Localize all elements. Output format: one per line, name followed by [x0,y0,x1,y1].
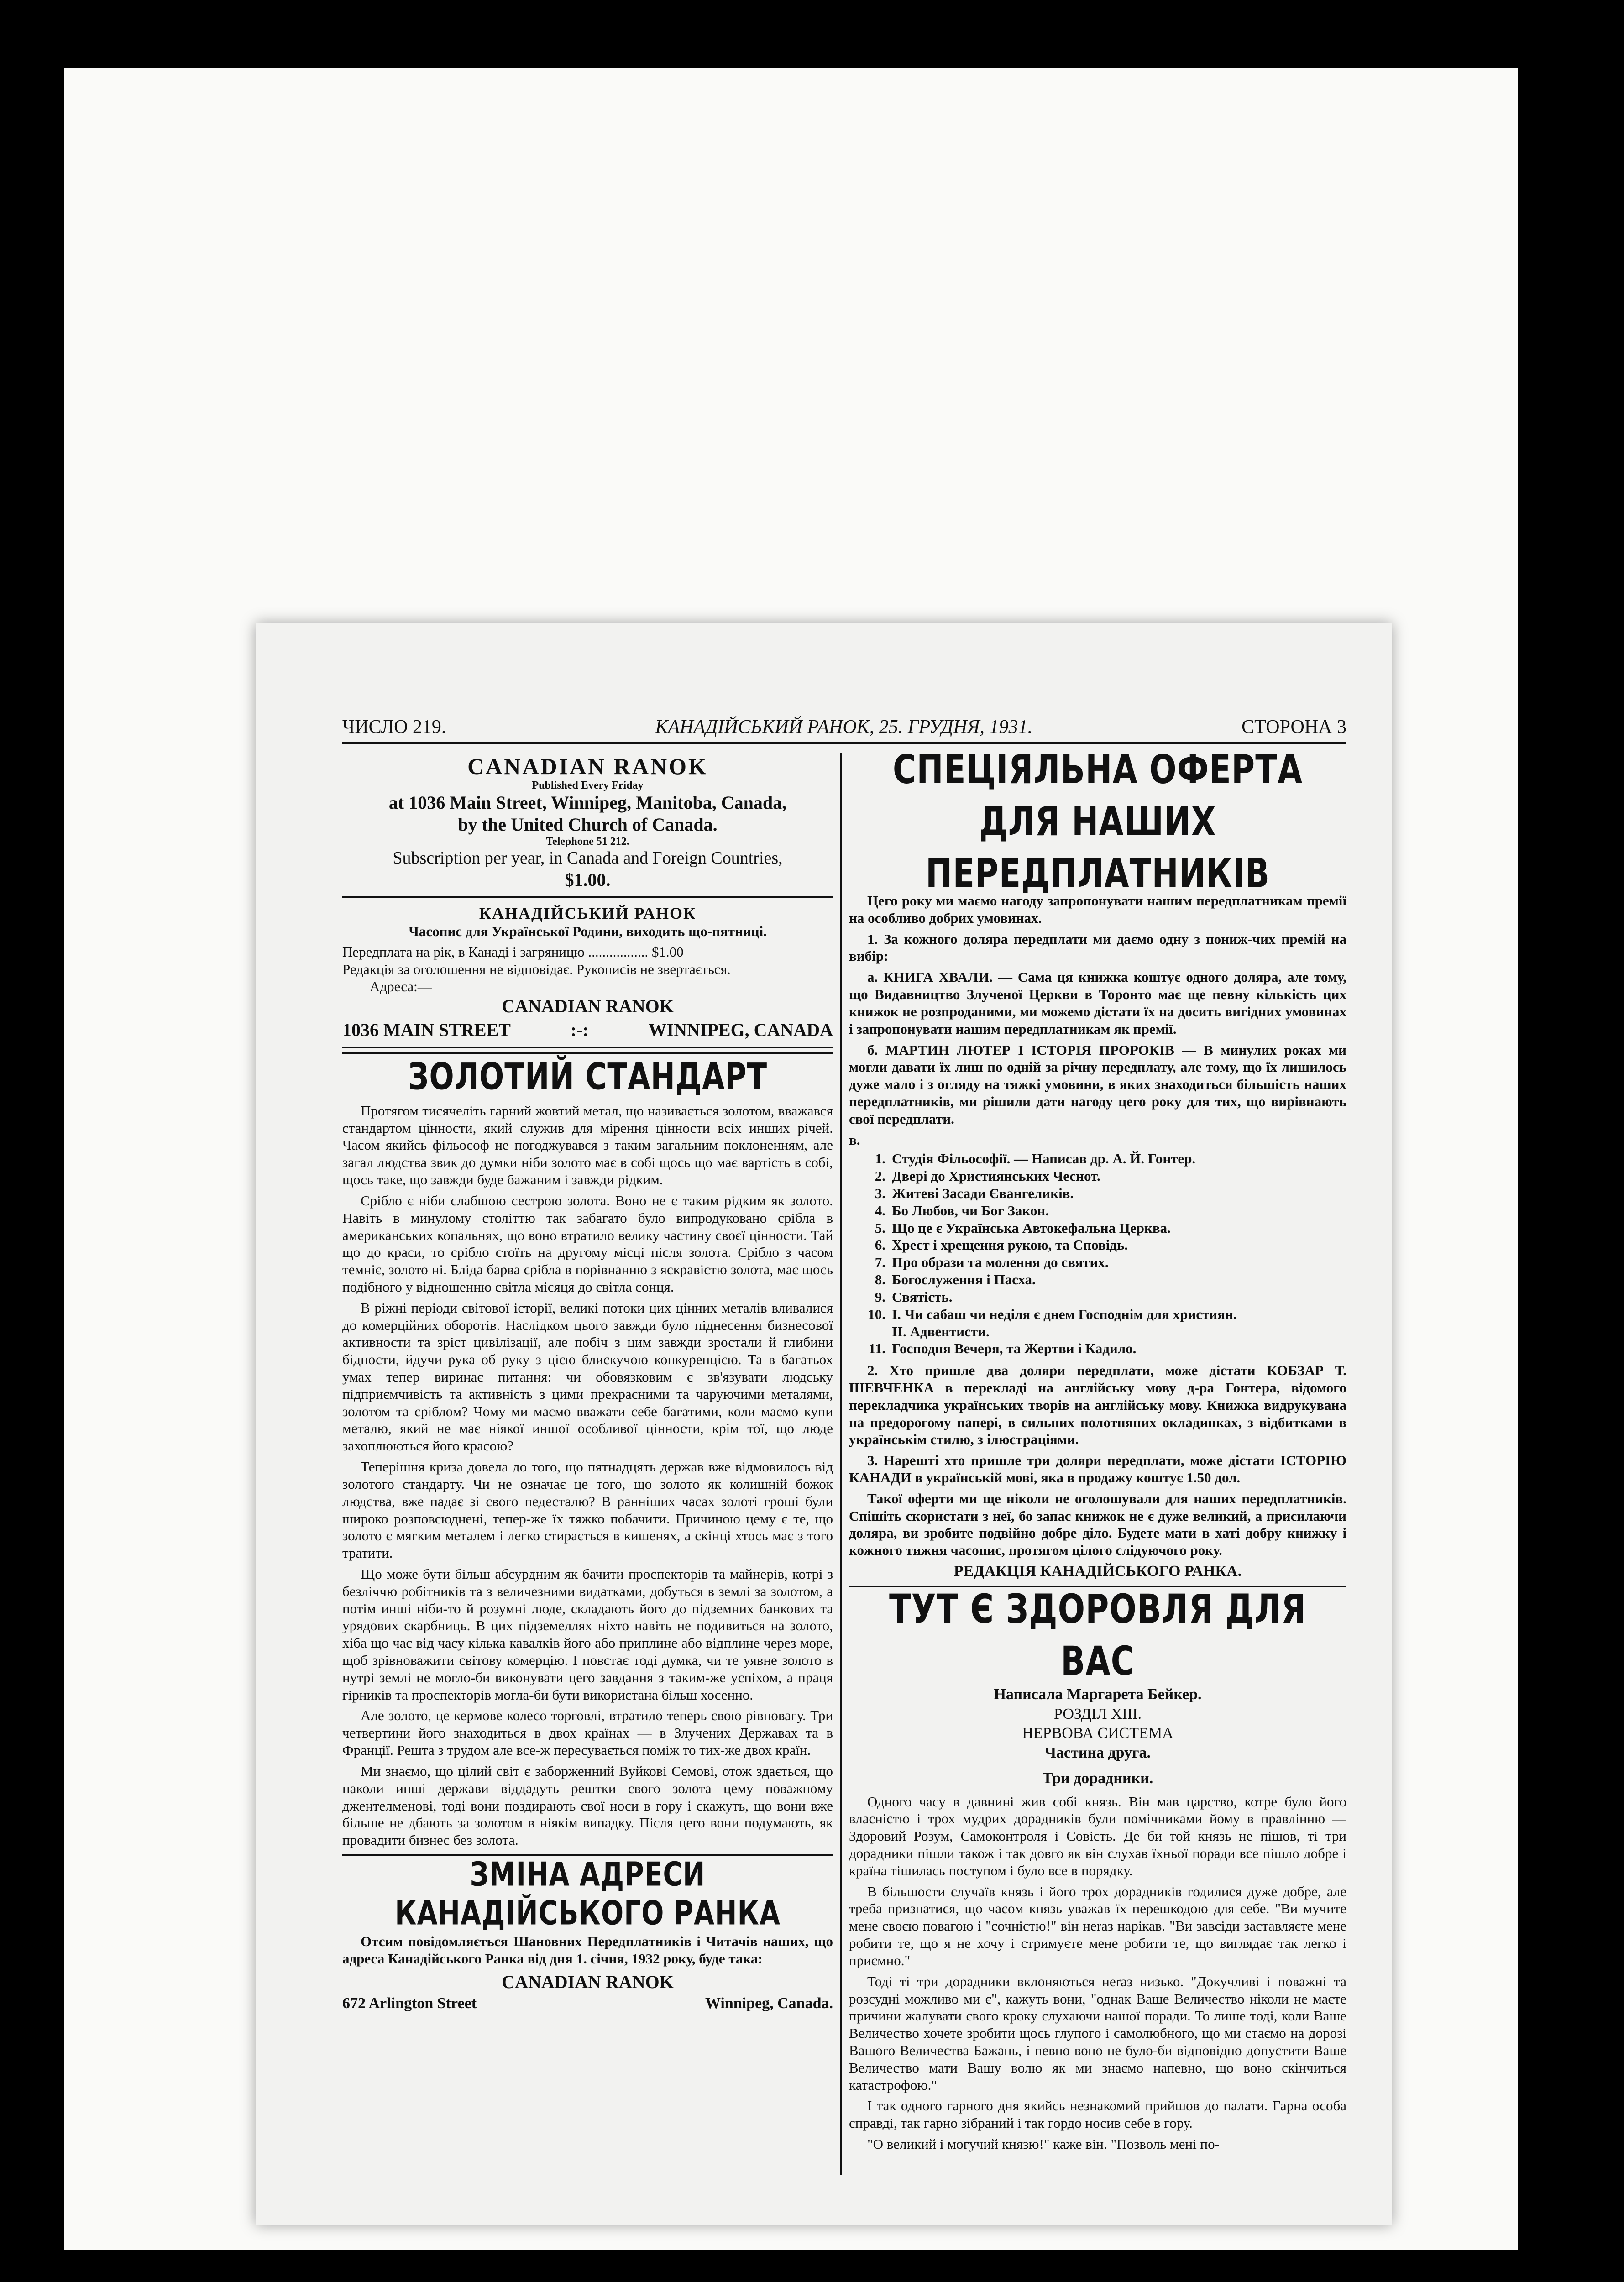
divider-rule [342,896,833,898]
health-article [849,1586,1346,2153]
list-item: ІІ. Адвентисти. [892,1323,990,1340]
masthead-addr-street: 1036 MAIN STREET [342,1019,511,1040]
address-change-street: 672 Arlington Street [342,1994,477,2012]
health-paragraph: "О великий і могучий князю!" каже він. "Позволь мені по- [867,2136,1220,2152]
list-item: 10. І. Чи сабаш чи неділя є днем Господнім для християн. [868,1306,1237,1322]
masthead-addr-row [342,1019,833,1041]
masthead-addr-sep: :-: [570,1019,589,1040]
left-column [342,753,833,2175]
list-item: 3. Житеві Засади Євангеликів. [875,1185,1074,1201]
health-paragraph: Одного часу в давнині жив собі князь. Він мав царство, котре було його власністю і трох мудрих дорадників були помічниками йому в правлінню — Здоровий Розум, Самоконтроля і Совість. Де би той князь не пішов, ті три дорадники пішли також і так довго як він слухав їхньої поради все пішло добре і країна тішилась поступом і було все в порядку. [849,1793,1346,1879]
masthead-published: Published Every Friday [532,780,644,791]
masthead-address: at 1036 Main Street, Winnipeg, Manitoba, Canada, [388,792,787,813]
list-item: 5. Що це є Українська Автокефальна Церква. [875,1220,1171,1236]
health-author: Написала Маргарета Бейкер. [994,1686,1202,1703]
offer-list-letter: в. [849,1131,860,1148]
offer-point-1: 1. За кожного доляра передплати ми даємо одну з пониж-чих премій на вибір: [849,931,1346,964]
masthead [342,753,833,1041]
masthead-title: CANADIAN RANOK [467,754,708,779]
header-dateline: КАНАДІЙСЬКИЙ РАНОК, 25. ГРУДНЯ, 1931. [655,717,1033,738]
gold-paragraph: В ріжні періоди світової історії, великі потоки цих цінних металів вливалися до комерційних оборотів. Наслідком цього завжди було піднесення бизнесової активности та зріст цивілізації, але побіч з цим завжди зростали й глибини бідности, йдучи рука об руку з цією блискучою конкуренцією. Та в багатьох умах тепер виринає питання: чи обовязковим є зв'язувати людську підприємчивість та активність з цими прекрасними та чаруючими металями, золотом та сріблом? Чому ми маємо вважати себе багатими, коли маємо купи металю, який не має ніякої иншої особливої цінности, крім тої, що люде захоплюються його красою? [342,1299,833,1454]
health-section: НЕРВОВА СИСТЕМА [1022,1725,1173,1742]
offer-article [849,753,1346,1580]
list-item: 6. Хрест і хрещення рукою, та Сповідь. [875,1237,1128,1253]
masthead-ukr-price: Передплата на рік, в Канаді і загряницю ................. $1.00 [342,944,684,960]
page-content [342,710,1346,2175]
masthead-addr-name: CANADIAN RANOK [502,995,674,1016]
address-change-text: Отсим повідомляється Шановних Передплатників і Читачів наших, що адреса Канадійського Ранка від дня 1. січня, 1932 року, буде така: [342,1933,833,1967]
gold-paragraph: Що може бути більш абсурдним як бачити проспекторів та майнерів, котрі з безліччю робітників та з величезними видатками, добуться в землі за золотом, а потім инші ніби-то й розумні люде, складають його до підземних банкових та урядових скарбниць. В цих підземеллях ніхто навіть не подивиться на золото, хіба що час від часу кілька кавалків його або приплине або відплине через море, щоб зрівноважити світову комерцію. І повстає тоді думка, чи те уявне золото в нутрі землі не могло-би виконувати цего завдання з таким-же успіхом, а праця гірників та проспекторів могла-би бути використана більш хосенно. [342,1565,833,1703]
offer-point-a: а. КНИГА ХВАЛИ. — Сама ця книжка коштує одного доляра, але тому, що Видавництво Злученої Церкви в Торонто має ще певну кількість цих книжок не розпроданими, ми можемо дістати їх на досить вигідних умовинах і запропонувати нашим передплатникам як премії. [849,969,1346,1037]
list-item: 1. Студія Фільософії. — Написав др. А. Й. Гонтер. [875,1151,1196,1167]
masthead-ukr-editorial: Редакція за оголошення не відповідає. Рукописів не звертається. [342,961,731,978]
masthead-ukr-sub: Часопис для Української Родини, виходить що-пятниці. [409,923,767,939]
book-list [849,1150,1346,1357]
health-headline: ТУТ Є ЗДОРОВЛЯ ДЛЯ ВАС [889,1586,1307,1685]
list-item: 8. Богослуження і Пасха. [875,1272,1036,1288]
gold-paragraph: Але золото, це кермове колесо торговлі, втратило теперь свою рівновагу. Три четвертини його знаходиться в двох краïнах — в Злучених Державах та в Франції. Решта з трудом але все-ж пересувається поміж то тих-же двох країн. [342,1707,833,1759]
gold-headline: ЗОЛОТИЙ СТАНДАРТ [408,1056,768,1099]
page-number: СТОРОНА 3 [1242,717,1346,738]
masthead-addr-city: WINNIPEG, CANADA [648,1019,833,1040]
gold-paragraph: Срібло є ніби слабшою сестрою золота. Воно не є таким рідким як золото. Навіть в минулому століттю так забагато було випродуковано срібла в американських копальнях, що воно втратило велику частину своєї цінности. Тай що до краси, то срібло стоїть на другому місці після золота. Срібло з часом темніє, золото ні. Бліда барва срібла в порівнанню з яскравістю золота, має щось подібного у відношенню світла місяця до світла сонця. [342,1192,833,1295]
right-column [849,753,1346,2175]
masthead-price: $1.00. [565,869,611,890]
page-header [342,710,1346,744]
offer-point-3: 3. Нарешті хто пришле три доляри передплати, може дістати ІСТОРІЮ КАНАДИ в українській мові, яка в продажу коштує 1.50 дол. [849,1452,1346,1486]
address-change-city: Winnipeg, Canada. [705,1994,833,2012]
masthead-subscription: Subscription per year, in Canada and Foreign Countries, [393,848,783,868]
health-paragraph: В більшости случаїв князь і його трох дорадників годилися дуже добре, але треба признатися, що часом князь уважав їх перешкодою для себе. "Ви мучите мене своєю повагою і "сочністю!" він неraз нарікав. "Ви завсіди заставляєте мене робити те, що я не хочу і стримуєте мене робити те, що виглядає так легко і приємно." [849,1883,1346,1968]
newspaper-page [256,623,1392,2225]
health-chapter: РОЗДІЛ XIII. [1054,1705,1142,1722]
address-change-headline: ЗМІНА АДРЕСИ КАНАДІЙСЬКОГО РАНКА [395,1854,781,1932]
gold-paragraph: Теперішня криза довела до того, що пятнадцять держав вже відмовилось від золотого стандарту. Чи не означає це того, що золото як колишній божок людства, вже падає зі свого педесталю? В ранніших часах золоті гроші були широко розповсюднені, тепер-же їх тяжко побачити. Причиною цему є те, що золото є мягким металем і легко стирається в кишенях, а скінці хтось має з того тратити. [342,1459,833,1561]
health-paragraph: Тоді ті три дорадники вклоняються неraз низько. "Докучливі і поважні та розсудні можливо ми є", кажуть вони, "однак Ваше Величество ніколи не маєте причини жалувати свого кроку слухаючи нашої поради. То лише тоді, коли Ваше Величество хочете зробити щось глупого і самолюбного, що ми стаємо на дорозі Вашого Величества Бажань, і певно воно не було-би відповідно допустити Ваше Величество мати Вашу волю як ми знаємо напевно, що воно скінчиться катастрофою." [849,1973,1346,2093]
list-item: 4. Бо Любов, чи Бог Закон. [875,1202,1049,1219]
masthead-ukr-addr-label: Адреса:— [370,979,432,995]
masthead-ukr-title: КАНАДІЙСЬКИЙ РАНОК [479,904,697,922]
gold-article [342,1056,833,1849]
masthead-telephone: Telephone 51 212. [546,836,629,848]
offer-intro: Цего року ми маємо нагоду запропонувати нашим передплатникам премії на особливо добрих умовинах. [849,893,1346,926]
offer-closing: Такої оферти ми ще ніколи не оголошували для наших передплатників. Спішіть скористати з неї, бо запас книжок не є дуже великий, а присилаючи доляра, ви зробите подвійно добре діло. Будете мати в хаті добру книжку і кожного тижня часопис, протягом цілого слідуючого року. [849,1490,1346,1559]
offer-point-2: 2. Хто пришле два доляри передплати, може дістати КОБЗАР Т. ШЕВЧЕНКА в перекладі на англійську мову д-ра Гонтера, відомого перекладчика українських творів на англійську мову. Книжка видрукувана на предорогому папері, в сильних полотняних окладинках, з відбитками в українськім стилю, з ілюстраціями. [849,1362,1346,1448]
gold-paragraph: Ми знаємо, що цілий світ є заборженний Вуйкові Семові, отож здається, що наколи инші держави віддадуть рештки свого золота цему поважному джентелменові, тоді вони поздирають свої носи в гору і скажуть, що вони вже більше не дбають за золотом в ніякім випадку. Після цего вони подумають, як провадити бизнес без золота. [342,1763,833,1848]
list-item: 7. Про образи та молення до святих. [875,1254,1109,1271]
offer-headline: СПЕЦІЯЛЬНА ОФЕРТА ДЛЯ НАШИХ ПЕРЕДПЛАТНИКІВ [892,753,1303,897]
offer-signature: РЕДАКЦІЯ КАНАДІЙСЬКОГО РАНКА. [953,1563,1242,1580]
list-item: 9. Святість. [875,1288,953,1305]
address-change-notice [342,1854,833,2012]
list-item: 2. Двері до Християнських Чеснот. [875,1168,1100,1184]
health-paragraph: І так одного гарного дня якийсь незнакомий прийшов до палати. Гарна особа справді, так гарно зібраний і так гордо носив себе в гору. [849,2098,1346,2131]
double-rule [342,1047,833,1054]
health-subtitle: Три дорадники. [1042,1770,1153,1787]
address-change-row [342,1995,833,2012]
address-change-name: CANADIAN RANOK [502,1971,674,1992]
health-part: Частина друга. [1044,1744,1151,1761]
issue-number: ЧИСЛО 219. [342,717,446,738]
column-divider [840,753,842,2175]
list-item: 11. Господня Вечеря, та Жертви і Кадило. [868,1340,1137,1357]
offer-point-b: б. МАРТИН ЛЮТЕР І ІСТОРІЯ ПРОРОКІВ — В минулих роках ми могли давати їх лиш по одній за річну передплату, але тому, що їх лишилось дуже мало і з огляду на тяжкі умовини, в яких знаходиться більшість наших передплатників, ми рішили дати нагоду цего року для тих, що вирівнають свої передплати. [849,1042,1346,1127]
masthead-church: by the United Church of Canada. [458,814,718,835]
gold-paragraph: Протягом тисячеліть гарний жовтий метал, що називається золотом, вважався стандартом цінности, який служив для мірення цінности всіх инших річей. Часом якийсь фільософ не погоджувався з таким загальним поклоненням, але загал людства звик до думки ніби золото має в собі щось що має вартість в собі, щось таке, що завжди буде бажаним і завжди рідким. [342,1102,833,1188]
